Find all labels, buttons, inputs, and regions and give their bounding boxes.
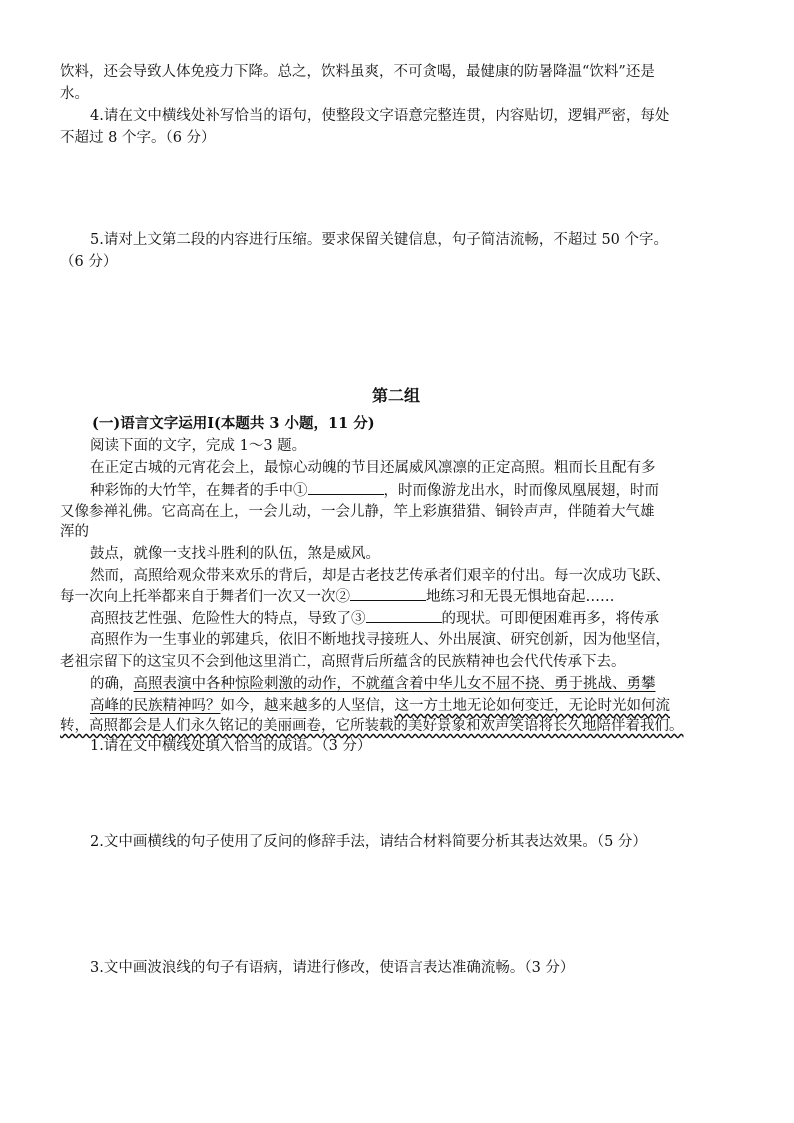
passage-line: 高峰的民族精神吗？如今，越来越多的人坚信，这一方土地无论如何变迁，无论时光如何流 bbox=[90, 698, 670, 714]
passage-line: 每一次向上托举都来自于舞者们一次又一次② 地练习和无畏无惧地奋起…… bbox=[60, 586, 615, 607]
passage-line: 在正定古城的元宵花会上，最惊心动魄的节目还属威风凛凛的正定高照。粗而长且配有多 bbox=[90, 460, 656, 476]
wavy-sentence: 转，高照都会是人们永久铭记的美丽画卷，它所装载的美好景象和欢声笑语将长久地陪伴着我们。 bbox=[60, 718, 684, 734]
section-heading: (一)语言文字运用Ⅰ(本题共 3 小题，11 分) bbox=[92, 415, 375, 432]
text-line: 水。 bbox=[60, 86, 89, 102]
passage-line bbox=[60, 716, 684, 736]
text-line: 饮料，还会导致人体免疫力下降。总之，饮料虽爽，不可贪喝，最健康的防暑降温“饮料”还是 bbox=[60, 64, 655, 80]
group-title: 第二组 bbox=[372, 386, 421, 405]
question-5-cont: （6 分） bbox=[60, 254, 118, 270]
passage-line: 又像参禅礼佛。它高高在上，一会儿动，一会儿静，竿上彩旗猎猎、铜铃声声，伴随着大气雄 bbox=[60, 504, 655, 520]
wavy-sentence: 这一方土地无论如何变迁，无论时光如何流 bbox=[394, 698, 670, 714]
blank-1 bbox=[308, 480, 384, 495]
passage-line: 老祖宗留下的这宝贝不会到他这里消亡，高照背后所蕴含的民族精神也会代代传承下去。 bbox=[60, 654, 626, 670]
underlined-sentence: 高峰的民族精神吗？ bbox=[90, 698, 221, 714]
question-2: 2.文中画横线的句子使用了反问的修辞手法，请结合材料简要分析其表达效果。（5 分） bbox=[90, 834, 647, 850]
blank-2 bbox=[350, 586, 426, 601]
passage-line: 高照作为一生事业的郭建兵，依旧不断地找寻接班人、外出展演、研究创新，因为他坚信， bbox=[90, 632, 670, 648]
question-4: 4.请在文中横线处补写恰当的语句，使整段文字语意完整连贯，内容贴切，逻辑严密，每处 bbox=[90, 108, 670, 124]
question-4-cont: 不超过 8 个字。（6 分） bbox=[60, 130, 216, 146]
question-1: 1.请在文中横线处填入恰当的成语。（3 分） bbox=[90, 738, 372, 754]
passage-line: 种彩饰的大竹竿，在舞者的手中① ，时而像游龙出水，时而像凤凰展翅，时而 bbox=[90, 480, 659, 501]
passage-line: 然而，高照给观众带来欢乐的背后，却是古老技艺传承者们艰辛的付出。每一次成功飞跃、 bbox=[90, 568, 670, 584]
passage-line: 浑的 bbox=[60, 524, 89, 540]
passage-line: 的确，高照表演中各种惊险刺激的动作，不就蕴含着中华儿女不屈不挠、勇于挑战、勇攀 bbox=[90, 676, 656, 692]
instruction: 阅读下面的文字，完成 1～3 题。 bbox=[90, 438, 307, 454]
blank-3 bbox=[366, 608, 442, 623]
passage-line: 高照技艺性强、危险性大的特点，导致了③ 的现状。可即便困难再多，将传承 bbox=[90, 608, 659, 629]
passage-line: 鼓点，就像一支找斗胜利的队伍，煞是威风。 bbox=[90, 546, 380, 562]
question-3: 3.文中画波浪线的句子有语病，请进行修改，使语言表达准确流畅。（3 分） bbox=[90, 960, 575, 976]
question-5: 5.请对上文第二段的内容进行压缩。要求保留关键信息，句子简洁流畅，不超过 50 个字。 bbox=[90, 232, 668, 248]
underlined-sentence: 高照表演中各种惊险刺激的动作，不就蕴含着中华儿女不屈不挠、勇于挑战、勇攀 bbox=[133, 676, 656, 692]
